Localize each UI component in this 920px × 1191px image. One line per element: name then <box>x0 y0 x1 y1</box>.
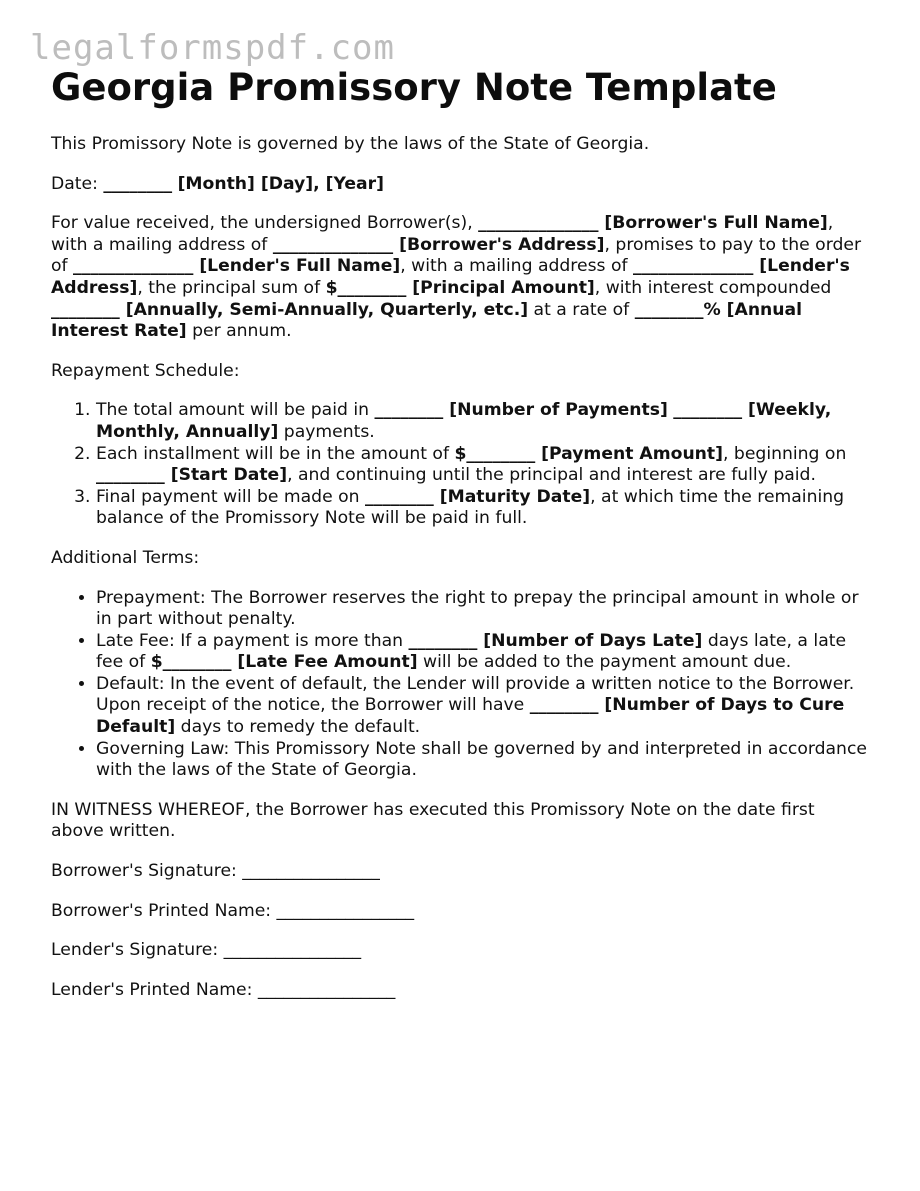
page-title: Georgia Promissory Note Template <box>51 66 777 109</box>
compounding-field: ________ [Annually, Semi-Annually, Quarterly, etc.] <box>51 299 529 320</box>
borrower-signature-line: Borrower's Signature: ________________ <box>51 861 380 882</box>
principal-amount-field: $________ [Principal Amount] <box>325 277 595 298</box>
schedule-3-text-1: Final payment will be made on <box>96 486 365 507</box>
witness-paragraph: IN WITNESS WHEREOF, the Borrower has executed this Promissory Note on the date first above written. <box>51 799 815 842</box>
late-fee-text-1: Late Fee: If a payment is more than <box>96 630 409 651</box>
date-placeholder: [Month] [Day], [Year] <box>177 173 384 194</box>
date-blank: ________ <box>103 173 173 194</box>
lender-signature-line: Lender's Signature: ________________ <box>51 940 362 961</box>
payment-frequency-field: ________ [Weekly, Monthly, Annually] <box>96 400 832 442</box>
list-item <box>96 444 871 487</box>
list-item: • Prepayment: The Borrower reserves the right to prepay the principal amount in whole or in part without penalty. <box>96 588 871 631</box>
lender-printed-name-line: Lender's Printed Name: ________________ <box>51 979 396 1000</box>
days-late-field: ________ [Number of Days Late] <box>408 630 703 651</box>
repayment-schedule-heading: Repayment Schedule: <box>51 360 240 381</box>
value-text-7: at a rate of <box>528 299 635 320</box>
schedule-3-text-2: , at which time the remaining balance of the Promissory Note will be paid in full. <box>96 486 845 529</box>
value-text-5: , the principal sum of <box>137 277 326 298</box>
date-line <box>51 174 871 196</box>
value-text-6: , with interest compounded <box>594 277 832 298</box>
schedule-2-text-2: , beginning on <box>723 443 847 464</box>
value-text-2: , with a mailing address of <box>51 213 834 255</box>
default-text-2: days to remedy the default. <box>175 717 421 738</box>
lender-name-field: ______________ [Lender's Full Name] <box>73 256 401 277</box>
value-text-1: For value received, the undersigned Borrower(s), <box>51 213 479 234</box>
schedule-2-text-1: Each installment will be in the amount of <box>96 443 455 464</box>
additional-terms-heading: Additional Terms: <box>51 547 200 568</box>
value-text-4: , with a mailing address of <box>400 256 633 277</box>
schedule-1-text-1: The total amount will be paid in <box>96 400 375 421</box>
additional-terms-list <box>51 588 871 782</box>
late-fee-amount-field: $________ [Late Fee Amount] <box>150 652 418 673</box>
list-item <box>96 487 871 530</box>
borrower-printed-name-line: Borrower's Printed Name: ________________ <box>51 900 415 921</box>
watermark: legalformspdf.com <box>30 28 395 68</box>
list-item <box>96 631 871 674</box>
date-label: Date: <box>51 173 104 194</box>
late-fee-text-3: will be added to the payment amount due. <box>417 652 792 673</box>
number-of-payments-field: ________ [Number of Payments] <box>374 400 668 421</box>
maturity-date-field: ________ [Maturity Date] <box>365 486 591 507</box>
list-item <box>96 674 871 739</box>
list-item: • Governing Law: This Promissory Note shall be governed by and interpreted in accordance with the laws of the State of Georgia. <box>96 739 871 782</box>
borrower-address-field: ______________ [Borrower's Address] <box>272 234 605 255</box>
document-page <box>51 66 871 1001</box>
intro-paragraph: This Promissory Note is governed by the laws of the State of Georgia. <box>51 134 650 154</box>
value-received-paragraph <box>51 213 871 343</box>
late-fee-text-2: days late, a late fee of <box>96 630 847 673</box>
start-date-field: ________ [Start Date] <box>96 465 288 486</box>
payment-amount-field: $________ [Payment Amount] <box>454 443 723 464</box>
repayment-schedule-list <box>51 400 871 530</box>
list-item <box>96 400 871 443</box>
days-to-cure-field: ________ [Number of Days to Cure Default] <box>96 695 845 738</box>
value-text-3: , promises to pay to the order of <box>51 234 862 277</box>
schedule-1-text-3: payments. <box>278 421 375 442</box>
lender-address-field: ______________ [Lender's Address] <box>51 256 850 298</box>
value-text-8: per annum. <box>186 321 292 342</box>
schedule-2-text-3: , and continuing until the principal and interest are fully paid. <box>287 465 816 486</box>
interest-rate-field: ________% [Annual Interest Rate] <box>51 299 803 342</box>
borrower-name-field: ______________ [Borrower's Full Name] <box>478 213 828 234</box>
default-text-1: Default: In the event of default, the Lender will provide a written notice to the Borrower. Upon receipt of the notice, the Borrower will have <box>96 673 855 716</box>
